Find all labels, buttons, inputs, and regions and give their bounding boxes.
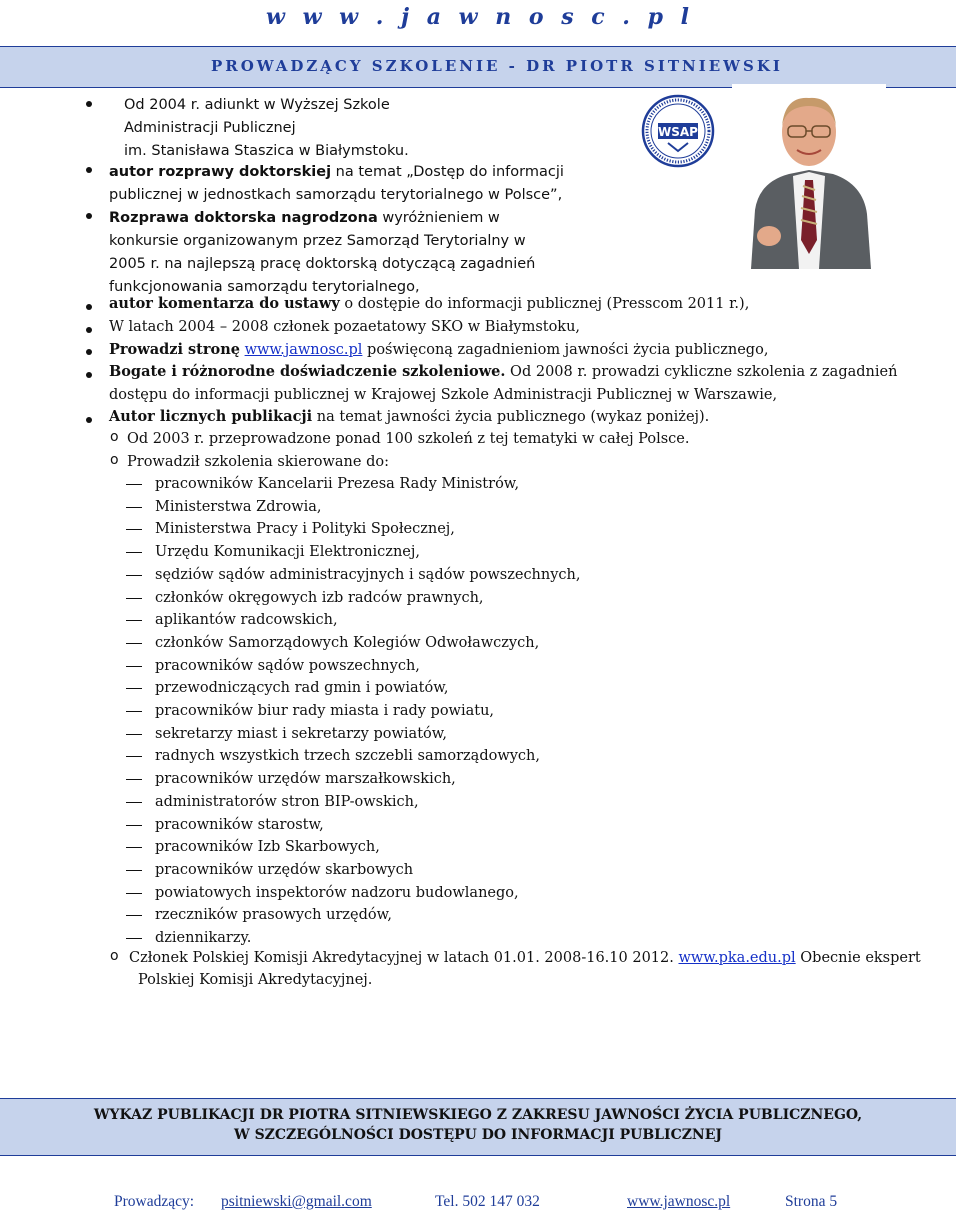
dash-icon (126, 484, 142, 485)
bullet-icon (86, 417, 92, 423)
commentary-line: autor komentarza do ustawy o dostępie do informacji publicznej (Presscom 2011 r.), (109, 295, 750, 312)
dash-icon (126, 552, 142, 553)
dash-icon (126, 575, 142, 576)
award-line-4: funkcjonowania samorządu terytorialnego, (109, 279, 420, 295)
dash-icon (126, 893, 142, 894)
dash-icon (126, 711, 142, 712)
experience-line-2: dostępu do informacji publicznej w Krajowej Szkole Administracji Publicznej w Warszawie, (109, 387, 778, 403)
sub-bullet-marker: o (110, 452, 119, 468)
dash-icon (126, 938, 142, 939)
audience-item: pracowników sądów powszechnych, (155, 657, 420, 674)
bullet-icon (86, 327, 92, 333)
header-title: PROWADZĄCY SZKOLENIE - DR PIOTR SITNIEWSKI (211, 57, 783, 75)
audience-item: Ministerstwa Pracy i Polityki Społecznej, (155, 521, 455, 538)
pka-link[interactable]: www.pka.edu.pl (678, 950, 796, 966)
audience-item: powiatowych inspektorów nadzoru budowlanego, (155, 884, 519, 901)
site-title: w w w . j a w n o s c . p l (265, 4, 695, 30)
sub-bullet-marker: o (110, 429, 119, 445)
audience-item: pracowników urzędów skarbowych (155, 861, 414, 878)
intro-line-3: im. Stanisława Staszica w Białymstoku. (124, 143, 409, 159)
website-link[interactable]: www.jawnosc.pl (244, 342, 363, 358)
dash-icon (126, 620, 142, 621)
audience-item: sędziów sądów administracyjnych i sądów powszechnych, (155, 566, 581, 583)
audience-item: administratorów stron BIP-owskich, (155, 793, 419, 810)
thesis-line-2: publicznej w jednostkach samorządu terytorialnego w Polsce”, (109, 187, 563, 203)
bullet-icon (86, 167, 92, 173)
pka-line-1: Członek Polskiej Komisji Akredytacyjnej w latach 01.01. 2008-16.10 2012. www.pka.edu.pl Obecnie ekspert (129, 950, 921, 966)
bullet-icon (86, 213, 92, 219)
bullet-icon (86, 101, 92, 107)
dash-icon (126, 688, 142, 689)
audience-item: dziennikarzy. (155, 930, 252, 946)
trained-line: Prowadził szkolenia skierowane do: (127, 454, 389, 470)
dash-icon (126, 825, 142, 826)
dash-icon (126, 666, 142, 667)
bullet-icon (86, 349, 92, 355)
wsap-logo-text: WSAP (658, 125, 698, 139)
header-band (0, 46, 956, 88)
since2003-line: Od 2003 r. przeprowadzone ponad 100 szkoleń z tej tematyki w całej Polsce. (127, 431, 690, 447)
audience-item: Ministerstwa Zdrowia, (155, 498, 322, 515)
dash-icon (126, 529, 142, 530)
sko-line: W latach 2004 – 2008 członek pozaetatowy SKO w Białymstoku, (109, 319, 581, 335)
audience-item: pracowników Kancelarii Prezesa Rady Ministrów, (155, 476, 520, 492)
publications-title-2: W SZCZEGÓLNOŚCI DOSTĘPU DO INFORMACJI PUBLICZNEJ (233, 1127, 723, 1143)
award-line-1: Rozprawa doktorska nagrodzona wyróżnieniem w (109, 210, 500, 226)
audience-item: radnych wszystkich trzech szczebli samorządowych, (155, 748, 541, 765)
dash-icon (126, 802, 142, 803)
dash-icon (126, 847, 142, 848)
audience-item: aplikantów radcowskich, (155, 612, 338, 629)
audience-item: pracowników biur rady miasta i rady powiatu, (155, 703, 495, 719)
footer-phone: Tel. 502 147 032 (435, 1193, 540, 1210)
audience-item: członków okręgowych izb radców prawnych, (155, 589, 484, 606)
sub-bullet-marker: o (110, 948, 119, 964)
audience-item: sekretarzy miast i sekretarzy powiatów, (155, 725, 448, 742)
intro-line-2: Administracji Publicznej (124, 120, 296, 136)
footer-label: Prowadzący: (114, 1193, 195, 1210)
dash-icon (126, 756, 142, 757)
audience-item: pracowników urzędów marszałkowskich, (155, 771, 456, 788)
audience-item: przewodniczących rad gmin i powiatów, (155, 680, 449, 697)
dash-icon (126, 870, 142, 871)
bullet-icon (86, 304, 92, 310)
audience-item: członków Samorządowych Kolegiów Odwoławczych, (155, 634, 540, 651)
publications-band (0, 1098, 956, 1156)
audience-item: rzeczników prasowych urzędów, (155, 907, 392, 924)
dash-icon (126, 779, 142, 780)
footer-site-link[interactable]: www.jawnosc.pl (627, 1193, 731, 1210)
dash-icon (126, 915, 142, 916)
thesis-line-1: autor rozprawy doktorskiej na temat „Dostęp do informacji (109, 164, 564, 180)
pka-line-2: Polskiej Komisji Akredytacyjnej. (138, 972, 373, 988)
award-line-2: konkursie organizowanym przez Samorząd Terytorialny w (109, 233, 526, 249)
author-line: Autor licznych publikacji na temat jawności życia publicznego (wykaz poniżej). (109, 408, 710, 425)
dash-icon (126, 598, 142, 599)
audience-item: pracowników starostw, (155, 816, 324, 833)
experience-line-1: Bogate i różnorodne doświadczenie szkoleniowe. Od 2008 r. prowadzi cykliczne szkolenia z zagadnień (109, 363, 898, 380)
dash-icon (126, 643, 142, 644)
dash-icon (126, 507, 142, 508)
dash-icon (126, 734, 142, 735)
award-line-3: 2005 r. na najlepszą pracę doktorską dotyczącą zagadnień (109, 256, 536, 272)
publications-title-1: WYKAZ PUBLIKACJI DR PIOTRA SITNIEWSKIEGO Z ZAKRESU JAWNOŚCI ŻYCIA PUBLICZNEGO, (93, 1107, 863, 1123)
audience-item: Urzędu Komunikacji Elektronicznej, (155, 544, 420, 561)
audience-item: pracowników Izb Skarbowych, (155, 839, 380, 856)
footer-email-link[interactable]: psitniewski@gmail.com (221, 1193, 372, 1210)
bullet-icon (86, 372, 92, 378)
wsap-logo (640, 93, 716, 169)
footer-page-number: Strona 5 (785, 1193, 838, 1210)
portrait-photo (741, 90, 877, 269)
intro-line-1: Od 2004 r. adiunkt w Wyższej Szkole (124, 97, 390, 113)
website-line: Prowadzi stronę www.jawnosc.pl poświęconą zagadnieniom jawności życia publicznego, (109, 341, 769, 358)
